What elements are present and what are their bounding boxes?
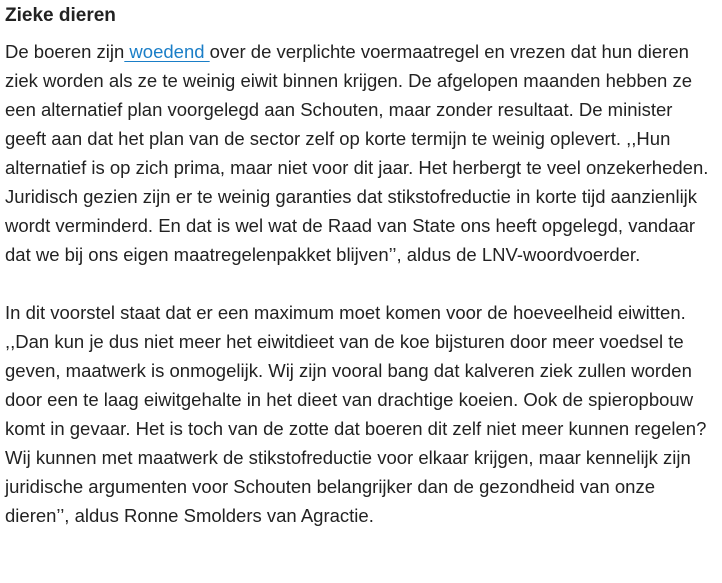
woedend-link[interactable]: woedend xyxy=(124,41,210,62)
paragraph-1-rest: over de verplichte voermaatregel en vrezen dat hun dieren ziek worden als ze te weinig eiwit binnen krijgen. De afgelopen maanden hebben ze een alternatief plan voorgelegd aan Schouten, maar zonder resultaat. De minister geeft aan dat het plan van de sector zelf op korte termijn te weinig oplevert. ,,Hun alternatief is op zich prima, maar niet voor dit jaar. Het herbergt te veel onzekerheden. Juridisch gezien zijn er te weinig garanties dat stikstofreductie in korte tijd aanzienlijk wordt verminderd. En dat is wel wat de Raad van State ons heeft opgelegd, vandaar dat we bij ons eigen maatregelenpakket blijven’’, aldus de LNV-woordvoerder. xyxy=(5,41,709,265)
paragraph-2: In dit voorstel staat dat er een maximum moet komen voor de hoeveelheid eiwitten. ,,Dan kun je dus niet meer het eiwitdieet van de koe bijsturen door meer voedsel te geven, maatwerk is onmogelijk. Wij zijn vooral bang dat kalveren ziek zullen worden door een te laag eiwitgehalte in het dieet van drachtige koeien. Ook de spieropbouw komt in gevaar. Het is toch van de zotte dat boeren dit zelf niet meer kunnen regelen? Wij kunnen met maatwerk de stikstofreductie voor elkaar krijgen, maar kennelijk zijn juridische argumenten voor Schouten belangrijker dan de gezondheid van onze dieren’’, aldus Ronne Smolders van Agractie. xyxy=(5,302,707,526)
section-heading: Zieke dieren xyxy=(5,5,116,26)
article-section xyxy=(5,4,717,530)
paragraph-1 xyxy=(5,37,717,269)
paragraph-1-start: De boeren zijn xyxy=(5,41,125,62)
